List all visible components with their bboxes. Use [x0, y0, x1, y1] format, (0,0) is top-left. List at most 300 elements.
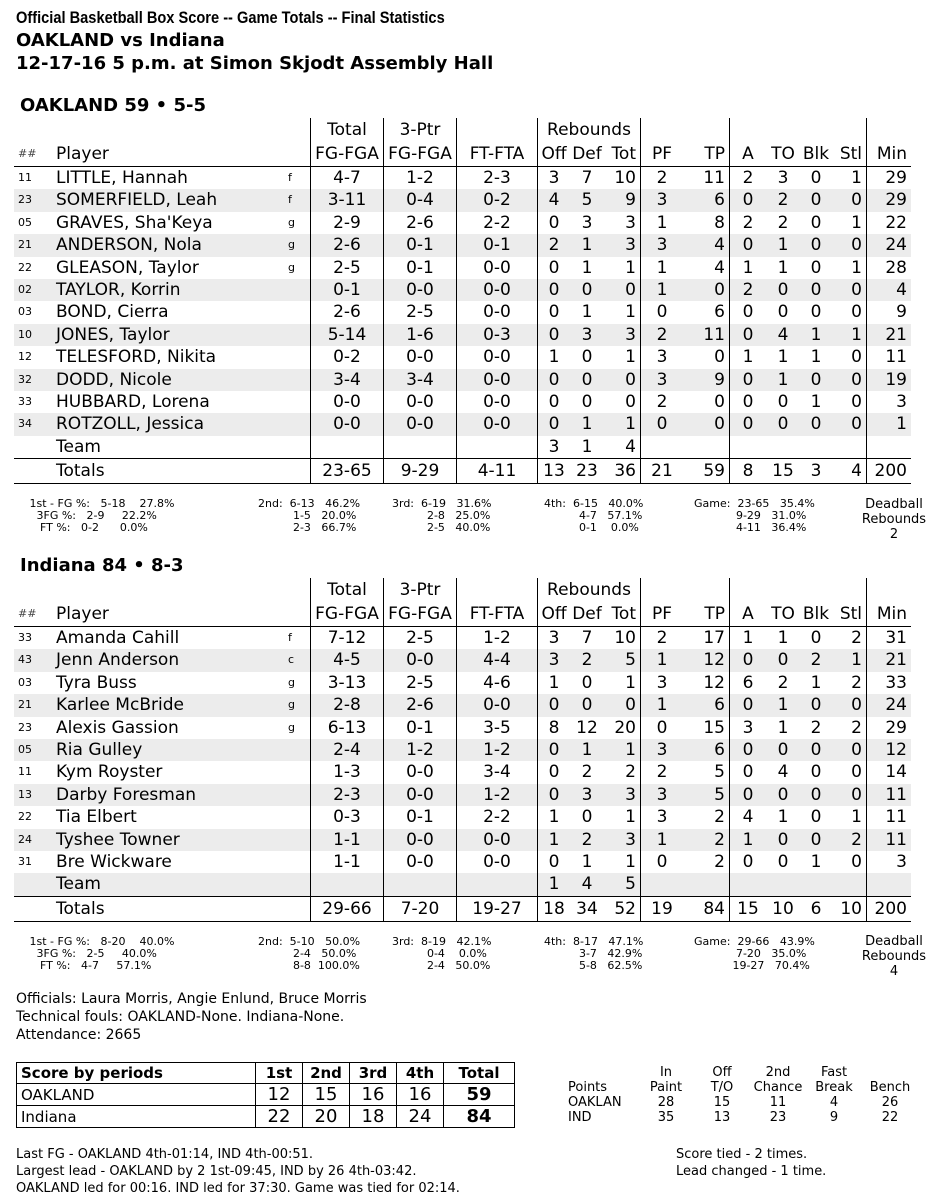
cell-name: Alexis Gassion [56, 717, 179, 738]
cell-pf: 1 [641, 694, 684, 716]
col-4th: 4th [397, 1063, 444, 1084]
cell-num: 32 [14, 369, 56, 391]
cell-stl: 2 [851, 628, 862, 648]
col-header-tot: Tot [604, 142, 641, 167]
cell-to: 1 [777, 347, 789, 368]
cell-tp: 6 [714, 302, 725, 323]
cell-tp: 2 [714, 852, 725, 873]
cell-def: 1 [570, 739, 604, 761]
col-header-def: Def [570, 142, 604, 167]
cell-pos [288, 829, 311, 851]
misc-cell: 28 [657, 1095, 675, 1110]
col-1st: 1st [256, 1063, 303, 1084]
cell-tp3: 0-1 [384, 806, 457, 828]
col-group-header [867, 578, 912, 602]
deadball-value: 4 [889, 964, 899, 979]
cell-pos: g [288, 260, 295, 274]
col-group-header [288, 118, 311, 142]
cell-fg: 2-3 [311, 784, 384, 806]
cell-tot: 0 [625, 392, 636, 413]
technical-fouls: Technical fouls: OAKLAND-None. Indiana-None. [16, 1009, 345, 1025]
total-cell-tp3: 9-29 [384, 459, 457, 484]
cell-def: 0 [581, 672, 593, 693]
col-group-header: Rebounds [538, 578, 641, 602]
cell-blk: 1 [810, 672, 822, 693]
col-group-header [288, 578, 311, 602]
cell-name: Ria Gulley [56, 739, 288, 761]
col-header-min: Min [867, 142, 912, 167]
col-header-ft: FT-FTA [457, 142, 538, 167]
cell-stl: 0 [832, 189, 867, 211]
cell-tot: 0 [604, 279, 641, 301]
cell-a: 0 [730, 851, 767, 873]
cell-tp3: 0-0 [384, 346, 457, 368]
cell-tp: 9 [683, 369, 730, 391]
cell-tot: 0 [604, 369, 641, 391]
cell-fg: 4-7 [311, 167, 384, 190]
misc-h2: Paint [649, 1080, 683, 1095]
cell-pos [288, 369, 311, 391]
cell-pos: g [288, 215, 295, 229]
team-cell-name: Team [56, 873, 288, 896]
cell-to: 3 [777, 168, 789, 188]
total-cell-ft: 4-11 [457, 459, 538, 484]
cell-tot: 10 [614, 168, 636, 188]
cell-def: 7 [581, 628, 593, 648]
cell-blk: 0 [810, 212, 822, 233]
cell-a: 0 [730, 301, 767, 323]
cell-tot: 20 [614, 717, 636, 738]
team-cell-stl [832, 436, 867, 459]
col-header-a: A [730, 602, 767, 627]
cell-pf: 3 [641, 784, 684, 806]
total-cell-to: 10 [766, 896, 800, 921]
lead-changed: Lead changed - 1 time. [676, 1164, 827, 1179]
cell-tp: 6 [683, 189, 730, 211]
total-cell-fg: 23-65 [311, 459, 384, 484]
col-header-off: Off [538, 142, 571, 167]
cell-tp: 0 [683, 413, 730, 435]
team-title-indiana: Indiana 84 • 8-3 [20, 555, 184, 576]
misc-cell: 26 [881, 1095, 899, 1110]
cell-min: 4 [867, 279, 912, 301]
cell-tp3: 0-4 [384, 189, 457, 211]
cell-tot: 0 [604, 694, 641, 716]
misc-h2: T/O [710, 1080, 734, 1095]
cell-tp: 17 [703, 628, 725, 648]
total-cell-pf: 19 [641, 896, 684, 921]
total-cell-def: 34 [570, 896, 604, 921]
cell-tp: 2 [714, 807, 725, 828]
col-group-header [56, 578, 288, 602]
cell-off: 3 [538, 167, 571, 190]
cell-off: 0 [538, 301, 571, 323]
total-cell-stl: 10 [832, 896, 867, 921]
cell-to: 1 [766, 369, 800, 391]
player-row [14, 301, 911, 323]
cell-ft: 3-4 [457, 761, 538, 783]
cell-def: 0 [570, 279, 604, 301]
cell-blk: 0 [800, 279, 832, 301]
cell-pos [288, 761, 311, 783]
cell-min: 12 [867, 739, 912, 761]
total-cell-num [14, 896, 56, 921]
cell-pf: 2 [641, 391, 684, 413]
cell-def: 2 [570, 649, 604, 671]
cell-off: 0 [538, 279, 571, 301]
cell-blk: 0 [800, 784, 832, 806]
cell-tp3: 2-5 [384, 627, 457, 650]
cell-tp: 5 [714, 762, 725, 783]
cell-name: SOMERFIELD, Leah [56, 189, 288, 211]
cell-min: 29 [867, 189, 912, 211]
cell-off: 0 [538, 212, 571, 234]
cell-ft: 0-2 [457, 189, 538, 211]
col-header-tot: Tot [604, 602, 641, 627]
cell-to: 0 [777, 852, 789, 873]
cell-fg: 0-3 [311, 806, 384, 828]
score-by-periods-title: Score by periods [17, 1063, 256, 1084]
officials: Officials: Laura Morris, Angie Enlund, Bruce Morris [16, 991, 367, 1007]
cell-ft: 1-2 [457, 739, 538, 761]
cell-off: 2 [538, 234, 571, 256]
cell-def: 3 [581, 212, 593, 233]
player-row [14, 739, 911, 761]
cell-a: 0 [730, 189, 767, 211]
cell-num: 22 [18, 810, 32, 824]
team-cell-pf [641, 436, 684, 459]
team-cell-ft [457, 873, 538, 896]
player-row [14, 212, 911, 234]
player-row [14, 257, 911, 279]
cell-ft: 4-6 [457, 672, 538, 694]
sbp-q1: 22 [256, 1106, 303, 1128]
cell-off: 3 [538, 649, 571, 671]
cell-tp3: 0-0 [384, 279, 457, 301]
col-header-blk: Blk [800, 142, 832, 167]
cell-blk: 0 [800, 739, 832, 761]
cell-min: 24 [867, 234, 912, 256]
cell-tp3: 0-1 [384, 717, 457, 739]
cell-blk: 0 [810, 302, 822, 323]
cell-stl: 1 [851, 807, 862, 828]
cell-tot: 10 [614, 628, 636, 648]
cell-ft: 0-0 [457, 851, 538, 873]
player-row [14, 167, 911, 190]
cell-to: 2 [777, 672, 789, 693]
cell-def: 0 [581, 392, 593, 413]
cell-name: LITTLE, Hannah [56, 168, 188, 188]
cell-to: 1 [766, 694, 800, 716]
team-cell-off: 3 [538, 436, 571, 459]
cell-num: 13 [14, 784, 56, 806]
cell-fg: 2-8 [311, 694, 384, 716]
cell-name: TAYLOR, Korrin [56, 279, 288, 301]
col-header-off: Off [538, 602, 571, 627]
total-cell-off: 18 [538, 896, 571, 921]
cell-a: 1 [730, 829, 767, 851]
deadball-value: 2 [889, 527, 899, 542]
cell-off: 0 [538, 851, 571, 873]
col-header-tp3: FG-FGA [384, 602, 457, 627]
cell-num: 23 [18, 720, 32, 734]
col-header-blk: Blk [800, 602, 832, 627]
player-row [14, 369, 911, 391]
misc-cell: 15 [713, 1095, 731, 1110]
cell-min: 19 [867, 369, 912, 391]
player-row [14, 391, 911, 413]
cell-off: 1 [538, 672, 571, 694]
col-group-header: 3-Ptr [384, 118, 457, 142]
col-header-tp: TP [683, 142, 730, 167]
misc-h1 [568, 1065, 638, 1080]
cell-num: 03 [18, 675, 32, 689]
player-row [14, 829, 911, 851]
cell-pos: g [288, 720, 295, 734]
cell-tot: 1 [625, 347, 636, 368]
cell-to: 1 [777, 257, 789, 278]
sbp-q2: 15 [303, 1084, 350, 1106]
cell-tp3: 0-0 [384, 784, 457, 806]
cell-blk: 0 [800, 829, 832, 851]
col-header-fg: FG-FGA [311, 602, 384, 627]
deadball-label: Deadball [865, 497, 923, 512]
total-cell-name: Totals [56, 896, 288, 921]
col-group-header [867, 118, 912, 142]
total-cell-pf: 21 [641, 459, 684, 484]
cell-pf: 3 [641, 672, 684, 694]
cell-tp: 5 [683, 784, 730, 806]
cell-min: 9 [867, 301, 912, 323]
misc-cell: 22 [881, 1110, 899, 1125]
cell-stl: 0 [851, 302, 862, 323]
team-cell-min [867, 436, 912, 459]
cell-tp3: 1-2 [384, 739, 457, 761]
total-cell-blk: 6 [800, 896, 832, 921]
cell-blk: 0 [800, 369, 832, 391]
cell-pos: f [288, 189, 311, 211]
cell-tp: 4 [683, 234, 730, 256]
cell-num: 33 [18, 631, 32, 644]
last-fg: Last FG - OAKLAND 4th-01:14, IND 4th-00:51. [16, 1147, 314, 1162]
cell-pos [288, 346, 311, 368]
cell-name: Karlee McBride [56, 694, 288, 716]
cell-tot: 1 [625, 807, 636, 828]
score-tied: Score tied - 2 times. [676, 1147, 808, 1162]
cell-stl: 0 [832, 369, 867, 391]
col-header-fg: FG-FGA [311, 142, 384, 167]
cell-tot: 1 [604, 739, 641, 761]
cell-name: JONES, Taylor [56, 324, 288, 346]
cell-a: 4 [730, 806, 767, 828]
cell-ft: 3-5 [457, 717, 538, 739]
player-row [14, 627, 911, 650]
cell-pos: f [288, 631, 292, 644]
player-row [14, 806, 911, 828]
total-cell-fg: 29-66 [311, 896, 384, 921]
cell-to: 0 [766, 784, 800, 806]
cell-a: 0 [730, 234, 767, 256]
player-row [14, 234, 911, 256]
cell-ft: 0-0 [457, 369, 538, 391]
cell-min: 11 [867, 829, 912, 851]
cell-ft: 1-2 [457, 627, 538, 650]
col-group-header [832, 118, 867, 142]
cell-tp3: 0-1 [384, 257, 457, 279]
col-2nd: 2nd [303, 1063, 350, 1084]
cell-fg: 0-0 [311, 391, 384, 413]
cell-stl: 0 [832, 279, 867, 301]
col-group-header [641, 118, 684, 142]
col-group-header [641, 578, 684, 602]
header-row [14, 602, 911, 627]
sbp-q3: 18 [350, 1106, 397, 1128]
col-header-to: TO [766, 602, 800, 627]
cell-fg: 2-6 [311, 301, 384, 323]
cell-a: 0 [730, 649, 767, 671]
cell-def: 1 [570, 413, 604, 435]
team-title-oakland: OAKLAND 59 • 5-5 [20, 95, 206, 116]
cell-fg: 2-6 [311, 234, 384, 256]
misc-h2: Bench [869, 1080, 911, 1095]
largest-lead: Largest lead - OAKLAND by 2 1st-09:45, IND by 26 4th-03:42. [16, 1164, 417, 1179]
cell-name: DODD, Nicole [56, 369, 288, 391]
col-group-header [683, 578, 730, 602]
cell-num: 31 [18, 855, 32, 869]
totals-row [14, 459, 911, 484]
cell-tp3: 3-4 [384, 369, 457, 391]
col-header-a: A [730, 142, 767, 167]
cell-blk: 0 [810, 807, 822, 828]
team-cell-off: 1 [538, 873, 571, 896]
total-cell-a: 8 [730, 459, 767, 484]
cell-tp3: 2-6 [384, 694, 457, 716]
cell-def: 1 [581, 852, 593, 873]
cell-to: 1 [777, 628, 789, 648]
cell-to: 2 [766, 189, 800, 211]
cell-tp: 12 [703, 672, 725, 693]
cell-num: 21 [14, 694, 56, 716]
team-cell-blk [800, 436, 832, 459]
box-score-table-oakland [14, 118, 911, 484]
cell-pf: 2 [641, 627, 684, 650]
cell-blk: 1 [810, 347, 822, 368]
team-cell-pos [288, 436, 311, 459]
cell-fg: 3-13 [311, 672, 384, 694]
cell-def: 5 [570, 189, 604, 211]
cell-def: 0 [570, 369, 604, 391]
cell-a: 1 [730, 627, 767, 650]
cell-a: 6 [730, 672, 767, 694]
cell-pf: 3 [641, 739, 684, 761]
sbp-q1: 12 [256, 1084, 303, 1106]
team-cell-a [730, 873, 767, 896]
team-cell-tp3 [384, 873, 457, 896]
cell-ft: 0-0 [457, 346, 538, 368]
player-row [14, 784, 911, 806]
total-cell-to: 15 [766, 459, 800, 484]
team-cell-num [14, 873, 56, 896]
col-header-pos [288, 142, 311, 167]
team-row [14, 436, 911, 459]
cell-fg: 1-3 [311, 761, 384, 783]
player-row [14, 694, 911, 716]
cell-num: 21 [14, 234, 56, 256]
team-cell-tp [683, 436, 730, 459]
cell-a: 0 [730, 761, 767, 783]
cell-stl: 1 [851, 168, 862, 188]
cell-pos [288, 324, 311, 346]
cell-tp: 0 [714, 392, 725, 413]
cell-blk: 0 [800, 234, 832, 256]
cell-pos [288, 851, 311, 873]
cell-tp3: 0-0 [384, 829, 457, 851]
cell-tp3: 1-2 [384, 167, 457, 190]
col-3rd: 3rd [350, 1063, 397, 1084]
player-row [14, 189, 911, 211]
cell-tot: 9 [604, 189, 641, 211]
cell-pos [288, 413, 311, 435]
total-cell-tp: 59 [683, 459, 730, 484]
cell-off: 0 [538, 739, 571, 761]
team-cell-tp [683, 873, 730, 896]
team-cell-blk [800, 873, 832, 896]
total-cell-ft: 19-27 [457, 896, 538, 921]
cell-fg: 3-11 [311, 189, 384, 211]
cell-min: 31 [867, 627, 912, 650]
sbp-q4: 24 [397, 1106, 444, 1128]
cell-tp3: 0-1 [384, 234, 457, 256]
team-cell-tot: 4 [625, 436, 636, 457]
cell-fg: 1-1 [311, 829, 384, 851]
cell-name: Tia Elbert [56, 807, 137, 828]
team-cell-def: 4 [570, 873, 604, 896]
cell-stl: 0 [832, 413, 867, 435]
cell-tot: 1 [625, 302, 636, 323]
cell-off: 4 [538, 189, 571, 211]
cell-fg: 0-0 [311, 413, 384, 435]
cell-tp: 11 [703, 168, 725, 188]
cell-pf: 1 [641, 279, 684, 301]
pct-1st-oakland: 1st - FG %: 5-18 27.8% 3FG %: 2-9 22.2% FT %: 0-2 0.0% [29, 497, 175, 534]
cell-tp3: 2-5 [384, 301, 457, 323]
cell-to: 1 [777, 717, 789, 738]
cell-pf: 2 [641, 761, 684, 783]
col-total: Total [444, 1063, 515, 1084]
col-group-header [457, 578, 538, 602]
col-group-header [800, 118, 832, 142]
team-cell-tot: 5 [604, 873, 641, 896]
cell-num: 12 [18, 350, 32, 364]
team-cell-tp3 [384, 436, 457, 459]
cell-name: GRAVES, Sha'Keya [56, 212, 213, 233]
cell-tot: 3 [604, 234, 641, 256]
team-cell-ft [457, 436, 538, 459]
cell-a: 0 [730, 391, 767, 413]
cell-fg: 1-1 [311, 851, 384, 873]
cell-fg: 2-9 [311, 212, 384, 234]
box-score-table-indiana [14, 578, 911, 922]
cell-num: 10 [14, 324, 56, 346]
col-header-min: Min [867, 602, 912, 627]
cell-stl: 0 [851, 347, 862, 368]
cell-to: 1 [777, 807, 789, 828]
team-cell-name: Team [56, 436, 101, 457]
cell-name: Amanda Cahill [56, 628, 180, 648]
cell-name: GLEASON, Taylor [56, 257, 199, 278]
sbp-total: 84 [444, 1106, 515, 1128]
cell-pf: 0 [641, 413, 684, 435]
